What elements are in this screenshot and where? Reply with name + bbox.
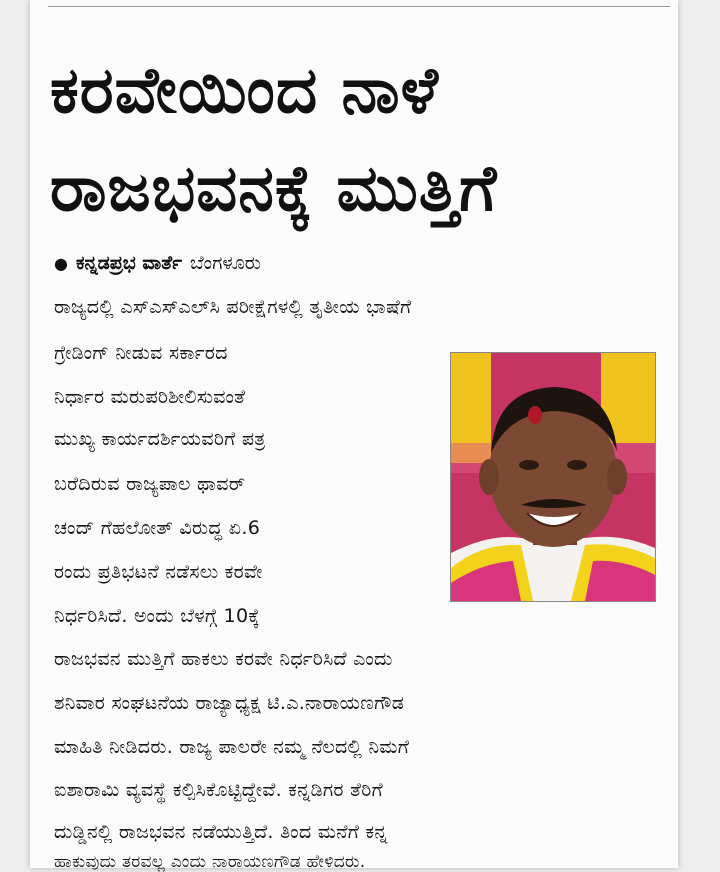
byline-place: ಬೆಂಗಳೂರು xyxy=(189,252,261,274)
article-line: ದುಡ್ಡಿನಲ್ಲಿ ರಾಜಭವನ ನಡೆಯುತ್ತಿದೆ. ತಿಂದ ಮನೆಗೆ ಕನ್ನ xyxy=(54,821,388,843)
article-line: ಶನಿವಾರ ಸಂಘಟನೆಯ ರಾಜ್ಯಾಧ್ಯಕ್ಷ ಟಿ.ಎ.ನಾರಾಯಣಗೌಡ xyxy=(54,692,405,714)
headline-line-2: ರಾಜಭವನಕ್ಕೆ ಮುತ್ತಿಗೆ xyxy=(50,152,498,226)
byline-agency: ಕನ್ನಡಪ್ರಭ ವಾರ್ತೆ xyxy=(75,252,182,274)
portrait-photo xyxy=(450,352,656,602)
article-line: ನಿರ್ಧರಿಸಿದೆ. ಅಂದು ಬೆಳಗ್ಗೆ 10ಕ್ಕೆ xyxy=(54,605,260,627)
newspaper-clipping xyxy=(30,0,678,872)
article-line: ರಾಜ್ಯದಲ್ಲಿ ಎಸ್‌ಎಸ್‌ಎಲ್‌ಸಿ ಪರೀಕ್ಷೆಗಳಲ್ಲಿ ತೃತೀಯ ಭಾಷೆಗೆ xyxy=(54,296,412,318)
portrait-illustration xyxy=(451,353,655,601)
article-line: ಮಾಹಿತಿ ನೀಡಿದರು. ರಾಜ್ಯ ಪಾಲರೇ ನಮ್ಮ ನೆಲದಲ್ಲಿ ನಿಮಗೆ xyxy=(54,736,410,758)
article-line: ಬರೆದಿರುವ ರಾಜ್ಯಪಾಲ ಥಾವರ್ xyxy=(54,473,246,495)
article-line: ನಿರ್ಧಾರ ಮರುಪರಿಶೀಲಿಸುವಂತೆ xyxy=(54,386,246,408)
article-line: ಐಶಾರಾಮಿ ವ್ಯವಸ್ಥೆ ಕಲ್ಪಿಸಿಕೊಟ್ಟಿದ್ದೇವೆ. ಕನ್ನಡಿಗರ ತೆರಿಗೆ xyxy=(54,779,383,801)
article-line: ಚಂದ್ ಗೆಹಲೋತ್ ವಿರುದ್ಧ ಏ.6 xyxy=(54,517,261,539)
article-line: ಹಾಕುವುದು ತರವಲ್ಲ ಎಂದು ನಾರಾಯಣಗೌಡ ಹೇಳಿದರು. xyxy=(54,852,366,872)
headline xyxy=(50,42,670,238)
bullet-icon: ● xyxy=(54,254,68,273)
article-line: ರಾಜಭವನ ಮುತ್ತಿಗೆ ಹಾಕಲು ಕರವೇ ನಿರ್ಧರಿಸಿದೆ ಎಂದು xyxy=(54,648,393,670)
article-line: ರಂದು ಪ್ರತಿಭಟನೆ ನಡೆಸಲು ಕರವೇ xyxy=(54,561,263,583)
article-line: ಗ್ರೇಡಿಂಗ್ ನೀಡುವ ಸರ್ಕಾರದ xyxy=(54,342,228,364)
headline-line-1: ಕರವೇಯಿಂದ ನಾಳೆ xyxy=(50,54,439,128)
byline xyxy=(54,252,261,274)
top-rule xyxy=(48,6,670,7)
article-line: ಮುಖ್ಯ ಕಾರ್ಯದರ್ಶಿಯವರಿಗೆ ಪತ್ರ xyxy=(54,428,266,450)
